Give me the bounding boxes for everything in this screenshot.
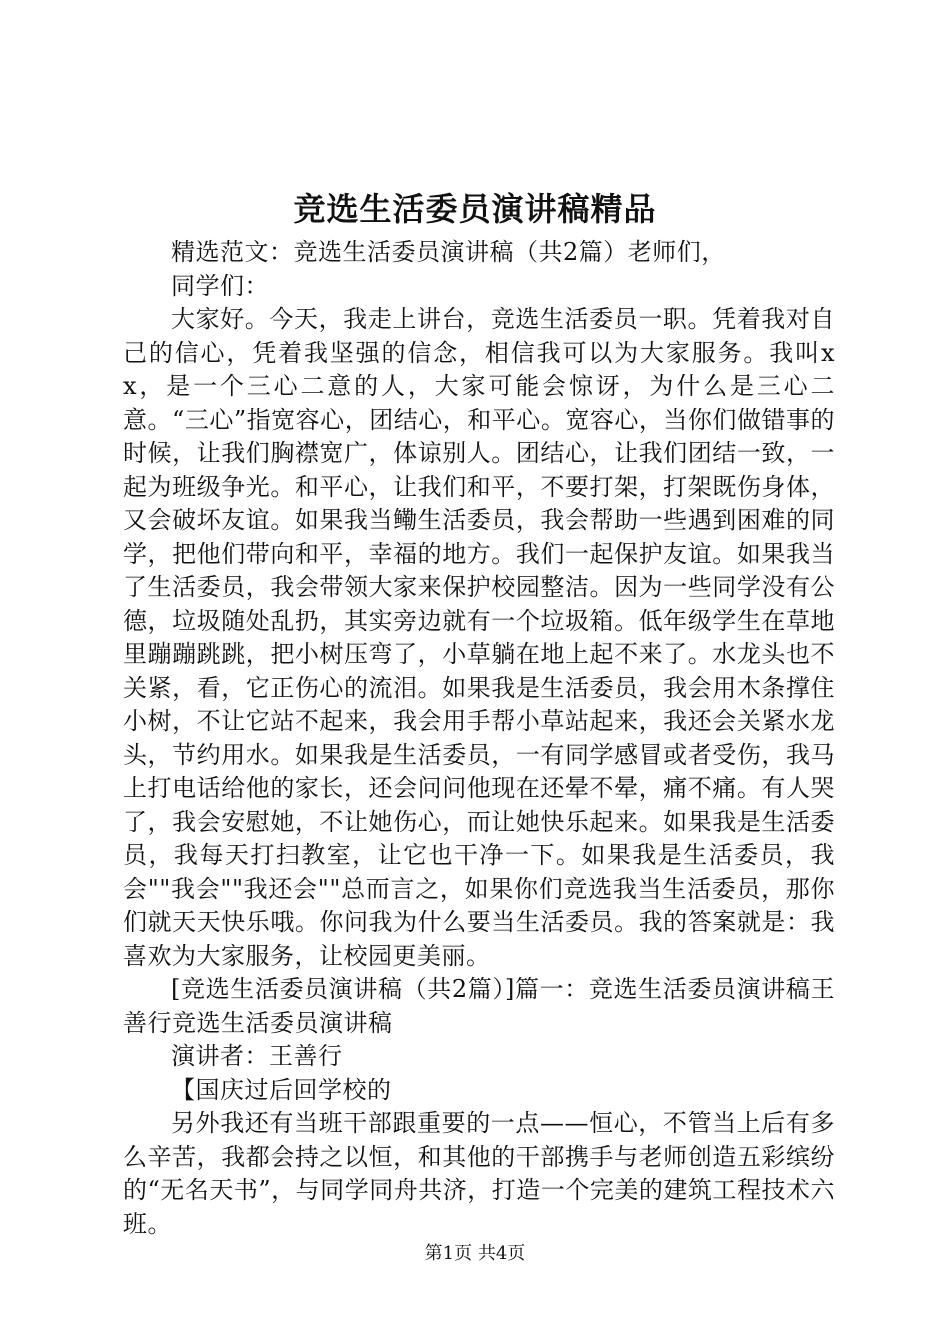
paragraph-perseverance: 另外我还有当班干部跟重要的一点——恒心，不管当上后有多么辛苦，我都会持之以恒，和其他的干部携手与老师创造五彩缤纷的“无名天书”，与同学同舟共济，打造一个完美的建筑工程技术六班。 bbox=[123, 1109, 835, 1238]
paragraph-speech: 大家好。今天，我走上讲台，竞选生活委员一职。凭着我对自己的信心，凭着我坚强的信念，相信我可以为大家服务。我叫xx，是一个三心二意的人，大家可能会惊讶，为什么是三心二意。“三心”指宽容心，团结心，和平心。宽容心，当你们做错事的时候，让我们胸襟宽广，体谅别人。团结心，让我们团结一致，一起为班级争光。和平心，让我们和平，不要打架，打架既伤身体，又会破坏友谊。如果我当鳓生活委员，我会帮助一些遇到困难的同学，把他们带向和平，幸福的地方。我们一起保护友谊。如果我当了生活委员，我会带领大家来保护校园整洁。因为一些同学没有公德，垃圾随处乱扔，其实旁边就有一个垃圾箱。低年级学生在草地里蹦蹦跳跳，把小树压弯了，小草躺在地上起不来了。水龙头也不关紧，看，它正伤心的流泪。如果我是生活委员，我会用木条撑住小树，不让它站不起来，我会用手帮小草站起来，我还会关紧水龙头，节约用水。如果我是生活委员，一有同学感冒或者受伤，我马上打电话给他的家长，还会问问他现在还晕不晕，痛不痛。有人哭了，我会安慰她，不让她伤心，而让她快乐起来。如果我是生活委员，我每天打扫教室，让它也干净一下。如果我是生活委员，我会""我会""我还会""总而言之，如果你们竞选我当生活委员，那你们就天天快乐哦。你问我为什么要当生活委员。我的答案就是：我喜欢为大家服务，让校园更美丽。 bbox=[123, 305, 835, 970]
paragraph-intro: 精选范文：竞选生活委员演讲稿（共2篇）老师们， bbox=[171, 238, 726, 266]
document-body bbox=[123, 236, 835, 1241]
paragraph-subtitle: 【国庆过后回学校的 bbox=[171, 1075, 392, 1104]
paragraph-section-heading: [竞选生活委员演讲稿（共2篇）]篇一：竞选生活委员演讲稿王善行竞选生活委员演讲稿 bbox=[123, 975, 835, 1037]
paragraph-greeting: 同学们： bbox=[171, 271, 269, 300]
paragraph-speaker: 演讲者：王善行 bbox=[171, 1042, 343, 1070]
document-title: 竞选生活委员演讲稿精品 bbox=[293, 190, 657, 228]
page-number-footer: 第1页 共4页 bbox=[424, 1243, 526, 1264]
